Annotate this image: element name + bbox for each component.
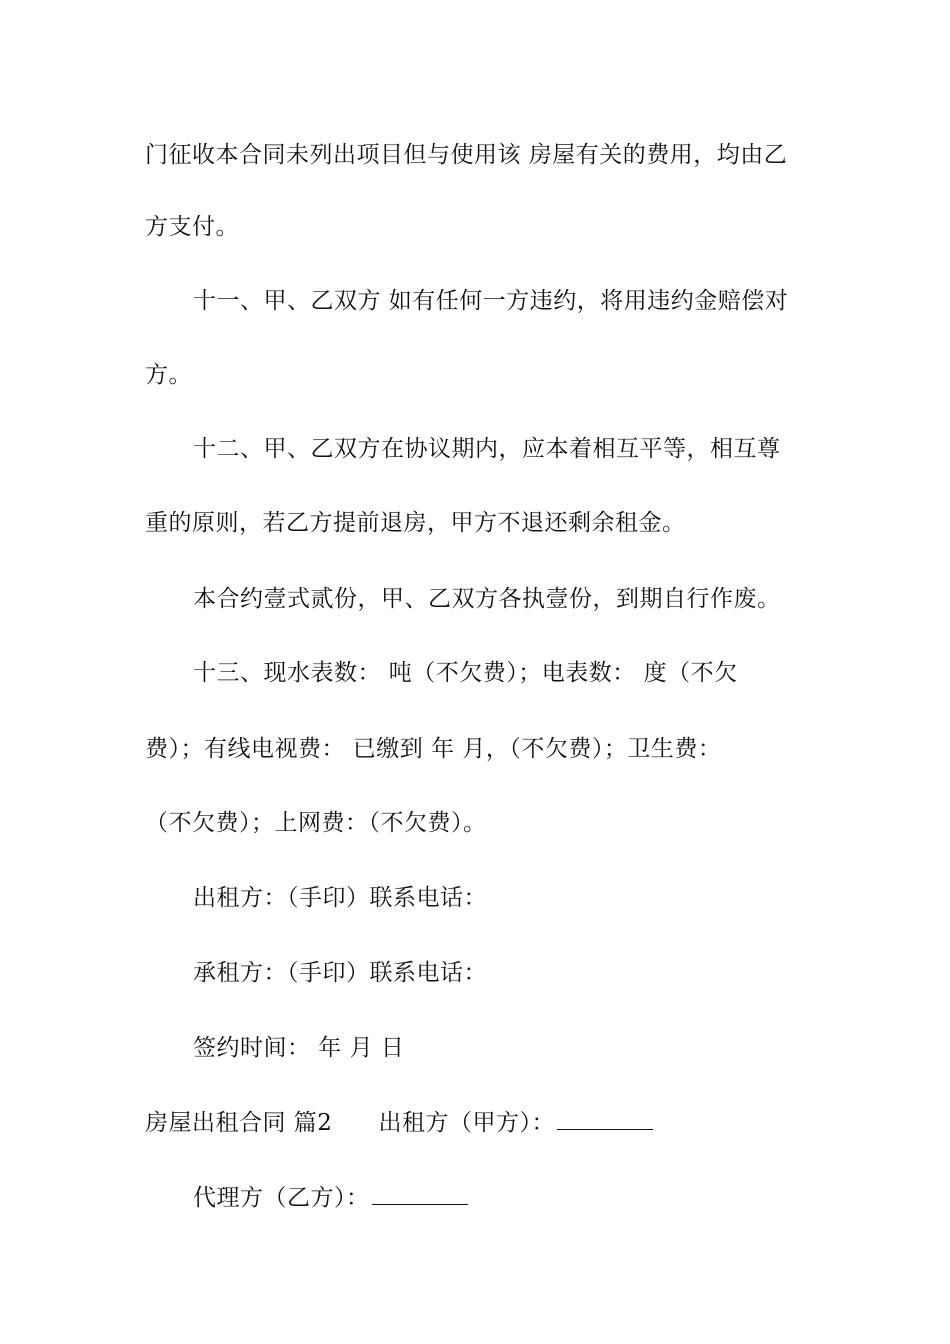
contract-2-title: 房屋出租合同 篇2 <box>145 1110 333 1136</box>
lessor-signature-line <box>193 883 810 913</box>
line-text: 方。 <box>145 362 192 388</box>
line-text: 十三、现水表数： 吨（不欠费）；电表数： 度（不欠 <box>193 660 738 686</box>
paragraph-line <box>145 508 810 538</box>
line-text: 方支付。 <box>145 214 239 240</box>
signing-date-line <box>193 1033 810 1063</box>
line-text: 十一、甲、乙双方 如有任何一方违约，将用违约金赔偿对 <box>193 288 789 314</box>
line-text: 出租方：（手印）联系电话： <box>193 885 487 911</box>
agent-party-line <box>193 1183 810 1213</box>
copies-clause-line <box>193 584 810 614</box>
paragraph-line <box>145 212 810 242</box>
paragraph-line <box>145 734 810 764</box>
clause-11-line <box>193 286 810 316</box>
line-text: 门征收本合同未列出项目但与使用该 房屋有关的费用，均由乙 <box>145 142 788 168</box>
clause-13-line <box>193 658 810 688</box>
line-text: 重的原则，若乙方提前退房，甲方不退还剩余租金。 <box>145 510 686 536</box>
lessor-name-blank <box>557 1109 653 1130</box>
agent-party-label: 代理方（乙方）： <box>193 1185 370 1211</box>
clause-12-line <box>193 434 810 464</box>
agent-name-blank <box>372 1184 468 1205</box>
line-text: 十二、甲、乙双方在协议期内，应本着相互平等，相互尊 <box>193 436 781 462</box>
paragraph-line <box>145 808 810 838</box>
paragraph-line <box>145 360 810 390</box>
line-text: 费）；有线电视费： 已缴到 年 月，（不欠费）；卫生费： <box>145 736 722 762</box>
line-text: 本合约壹式贰份，甲、乙双方各执壹份，到期自行作废。 <box>193 586 781 612</box>
line-text: （不欠费）；上网费：（不欠费）。 <box>145 810 487 836</box>
line-text: 承租方：（手印）联系电话： <box>193 960 487 986</box>
lessor-party-label: 出租方（甲方）： <box>378 1110 555 1136</box>
contract-2-heading-line <box>145 1108 810 1138</box>
lessee-signature-line <box>193 958 810 988</box>
line-text: 签约时间： 年 月 日 <box>193 1035 405 1061</box>
paragraph-line <box>145 140 810 170</box>
